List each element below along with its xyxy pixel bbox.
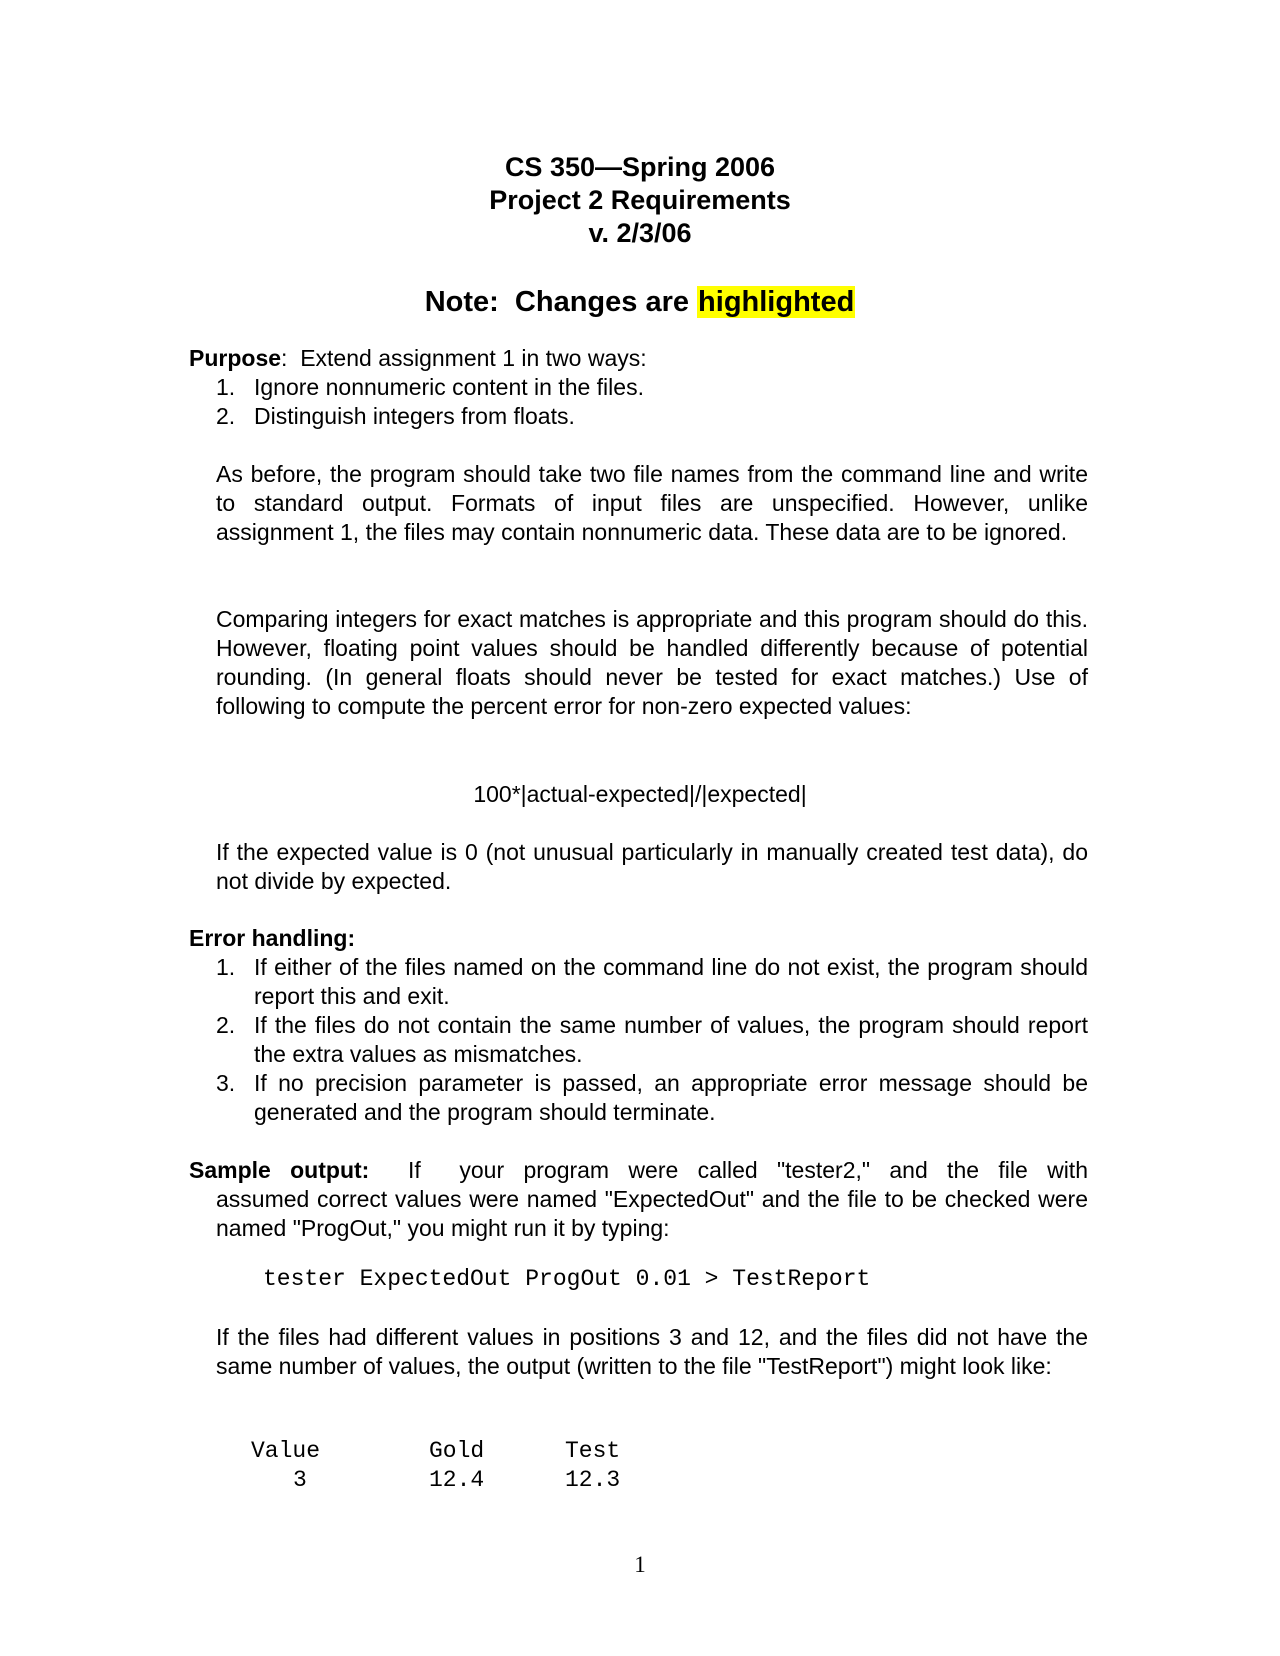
paragraph-float-comparison: Comparing integers for exact matches is appropriate and this program should do this. However, floating point values should be handled differently because of potential rounding. (In general floats should never be tested for exact matches.) Use of following to compute the percent error for non-zero expected values: xyxy=(216,606,1088,719)
table-cell-gold: 12.4 xyxy=(429,1467,485,1493)
document-title xyxy=(0,151,1280,250)
list-text: Ignore nonnumeric content in the files. xyxy=(254,374,644,400)
table-header-test: Test xyxy=(565,1438,621,1464)
list-item xyxy=(216,373,1088,402)
paragraph-output-description: If the files had different values in positions 3 and 12, and the files did not have the same number of values, the output (written to the file "TestReport") might look like: xyxy=(216,1324,1088,1379)
purpose-list xyxy=(216,373,1088,431)
changes-note xyxy=(0,284,1280,320)
list-number: 1. xyxy=(216,374,236,400)
table-header-gold: Gold xyxy=(429,1438,485,1464)
page-number: 1 xyxy=(634,1552,646,1577)
note-text: Note: Changes are xyxy=(424,286,698,318)
purpose-text: : Extend assignment 1 in two ways: xyxy=(281,345,647,371)
paragraph-input-files: As before, the program should take two file names from the command line and write to standard output. Formats of input files are unspecified. However, unlike assignment 1, the files may contain nonnumeric data. These data are to be ignored. xyxy=(216,461,1088,545)
list-text: If no precision parameter is passed, an appropriate error message should be generated and the program should terminate. xyxy=(254,1070,1088,1125)
title-course: CS 350—Spring 2006 xyxy=(504,152,776,182)
list-item xyxy=(216,1011,1088,1069)
table-cell-test: 12.3 xyxy=(565,1467,621,1493)
list-number: 1. xyxy=(216,954,236,980)
purpose-label: Purpose xyxy=(189,345,282,371)
sample-output-intro: If your program were called "tester2," and the file with xyxy=(369,1157,1088,1183)
list-number: 3. xyxy=(216,1070,236,1096)
list-text: If either of the files named on the command line do not exist, the program should report this and exit. xyxy=(254,954,1088,1009)
purpose-heading xyxy=(189,344,647,373)
sample-output-table xyxy=(0,1437,1280,1497)
error-handling-heading: Error handling: xyxy=(189,925,356,951)
title-project: Project 2 Requirements xyxy=(489,185,791,215)
list-item xyxy=(216,953,1088,1011)
list-number: 2. xyxy=(216,403,236,429)
list-item xyxy=(216,1069,1088,1127)
formula: 100*|actual-expected|/|expected| xyxy=(473,781,807,807)
list-text: Distinguish integers from floats. xyxy=(254,403,575,429)
paragraph-zero-expected: If the expected value is 0 (not unusual particularly in manually created test data), do not divide by expected. xyxy=(216,839,1088,894)
list-text: If the files do not contain the same number of values, the program should report the extra values as mismatches. xyxy=(254,1012,1088,1067)
error-handling-list xyxy=(216,953,1088,1127)
highlight-word: highlighted xyxy=(698,286,855,318)
sample-output-first-line xyxy=(189,1156,1088,1185)
table-header-value: Value xyxy=(251,1438,321,1464)
table-cell-value: 3 xyxy=(293,1467,307,1493)
list-item xyxy=(216,402,1088,431)
title-version: v. 2/3/06 xyxy=(588,218,692,248)
sample-output-paragraph xyxy=(189,1156,1088,1243)
command-example: tester ExpectedOut ProgOut 0.01 > TestReport xyxy=(263,1266,871,1292)
list-number: 2. xyxy=(216,1012,236,1038)
sample-output-label: Sample output: xyxy=(189,1157,370,1183)
sample-output-continuation: assumed correct values were named "ExpectedOut" and the file to be checked were named "ProgOut," you might run it by typing: xyxy=(216,1186,1088,1241)
